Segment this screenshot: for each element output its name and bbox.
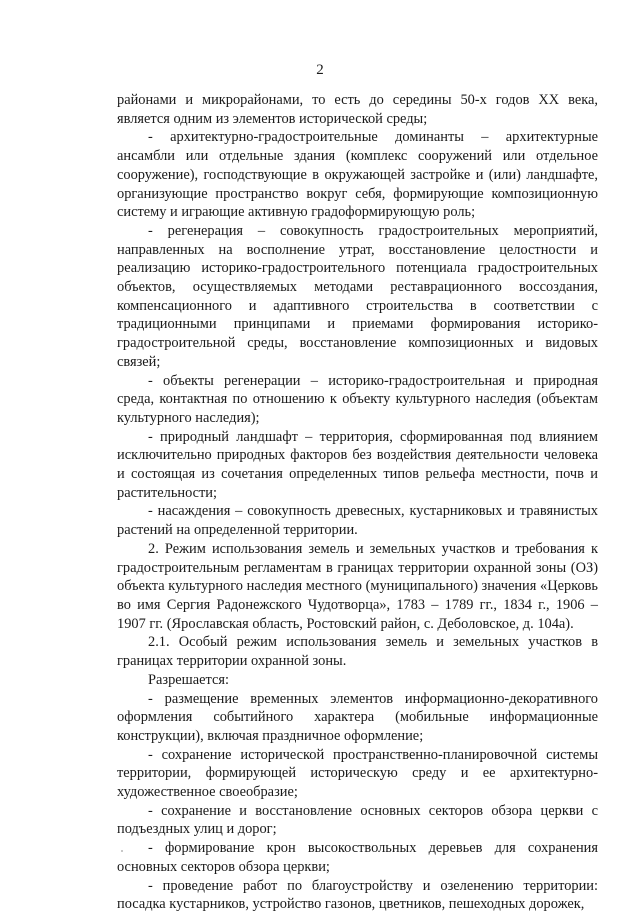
- paragraph-landscaping: - проведение работ по благоустройству и озеленению территории: посадка кустарников, устройство газонов, цветников, пешеходных дорожек,: [117, 877, 598, 913]
- paragraph-dominants: - архитектурно-градостроительные доминанты – архитектурные ансамбли или отдельные здания (комплекс сооружений или отдельное сооружение), господствующие в окружающей застройке и (или) ландшафте, организующие пространство вокруг себя, формирующие композиционную систему и играющие активную градоформирующую роль;: [117, 129, 598, 221]
- paragraph-tree-crowns: - формирование крон высокоствольных деревьев для сохранения основных секторов обзора церкви;: [117, 840, 598, 875]
- paragraph-section-2-1: 2.1. Особый режим использования земель и земельных участков в границах территории охранной зоны.: [117, 634, 598, 670]
- document-body: [117, 91, 598, 914]
- page-number: 2: [316, 62, 324, 78]
- paragraph-historic-environment-end: районами и микрорайонами, то есть до середины 50-х годов XX века, является одним из элементов исторической среды;: [117, 92, 598, 127]
- paragraph-planning-system: - сохранение исторической пространственно-планировочной системы территории, формирующей историческую среду и ее архитектурно-художественное своеобразие;: [117, 746, 598, 801]
- paragraph-view-sectors: - сохранение и восстановление основных секторов обзора церкви с подъездных улиц и дорог;: [117, 802, 598, 838]
- paragraph-temporary-elements: - размещение временных элементов информационно-декоративного оформления событийного характера (мобильные информационные конструкции), включая праздничное оформление;: [117, 690, 598, 744]
- paragraph-section-2: 2. Режим использования земель и земельных участков и требования к градостроительным регламентам в границах территории охранной зоны (ОЗ) объекта культурного наследия местного (муниципального) значения «Церковь во имя Сергия Радонежского Чудотворца», 1783 – 1789 гг., 1834 г., 1906 – 1907 гг. (Ярославская область, Ростовский район, с. Деболовское, д. 104а).: [117, 540, 598, 632]
- paragraph-natural-landscape: - природный ландшафт – территория, сформированная под влиянием исключительно природных факторов без воздействия деятельности человека и состоящая из сочетания определенных типов рельефа местности, почв и растительности;: [117, 428, 598, 501]
- paragraph-regeneration-objects: - объекты регенерации – историко-градостроительная и природная среда, контактная по отношению к объекту культурного наследия (объектам культурного наследия);: [117, 372, 598, 426]
- paragraph-regeneration: - регенерация – совокупность градостроительных мероприятий, направленных на восполнение утрат, восстановление целостности и реализацию историко-градостроительного потенциала градостроительных объектов, осуществляемых методами реставрационного воссоздания, компенсационного и адаптивного строительства в соответствии с традиционными принципами и приемами формирования историко-градостроительной среды, восстановление композиционных и видовых связей;: [117, 222, 598, 370]
- paragraph-plantings: - насаждения – совокупность древесных, кустарниковых и травянистых растений на определенной территории.: [117, 503, 598, 539]
- paragraph-allowed-heading: Разрешается:: [148, 671, 229, 688]
- scan-speck: [121, 850, 123, 852]
